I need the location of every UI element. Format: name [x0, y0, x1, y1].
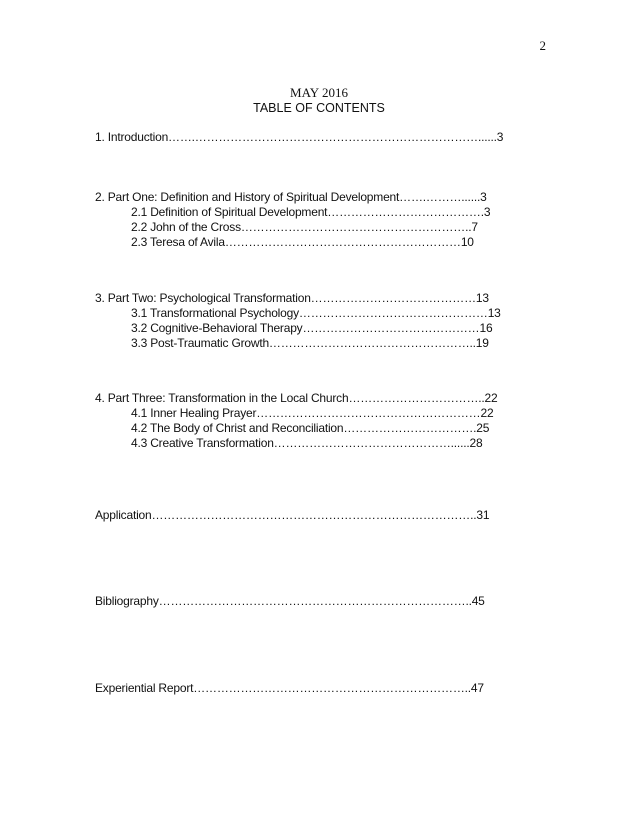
toc-entry-introduction: 1. Introduction…….………………………………………………………………......3 — [95, 130, 504, 144]
toc-entry-4-2: 4.2 The Body of Christ and Reconciliation…………………………….25 — [131, 421, 490, 435]
toc-entry-3-3: 3.3 Post-Traumatic Growth……………………………………………..19 — [131, 336, 489, 350]
page-number: 2 — [539, 38, 546, 53]
toc-entry-part-two: 3. Part Two: Psychological Transformation……………………………………13 — [95, 291, 489, 305]
toc-entry-part-one: 2. Part One: Definition and History of Spiritual Development…….………......3 — [95, 190, 487, 204]
toc-entry-2-2: 2.2 John of the Cross…………………………………………………..7 — [131, 220, 478, 234]
toc-entry-4-3: 4.3 Creative Transformation………………………………………......28 — [131, 436, 483, 450]
toc-entry-application: Application………………………………………………………………………..31 — [95, 508, 490, 522]
toc-entry-4-1: 4.1 Inner Healing Prayer…………………………………………………22 — [131, 406, 494, 420]
toc-entry-experiential-report: Experiential Report……………………………………………………………..47 — [95, 681, 484, 695]
toc-entry-2-3: 2.3 Teresa of Avila……………………………………………………10 — [131, 235, 474, 249]
page-title: TABLE OF CONTENTS — [253, 101, 385, 115]
toc-entry-2-1: 2.1 Definition of Spiritual Development………………………………….3 — [131, 205, 491, 219]
toc-entry-part-three: 4. Part Three: Transformation in the Local Church……………………………..22 — [95, 391, 498, 405]
toc-entry-3-1: 3.1 Transformational Psychology…………………………………………13 — [131, 306, 501, 320]
document-date: MAY 2016 — [290, 85, 348, 100]
toc-entry-bibliography: Bibliography……………………………………………………………………..45 — [95, 594, 485, 608]
toc-entry-3-2: 3.2 Cognitive-Behavioral Therapy………………………………………16 — [131, 321, 493, 335]
